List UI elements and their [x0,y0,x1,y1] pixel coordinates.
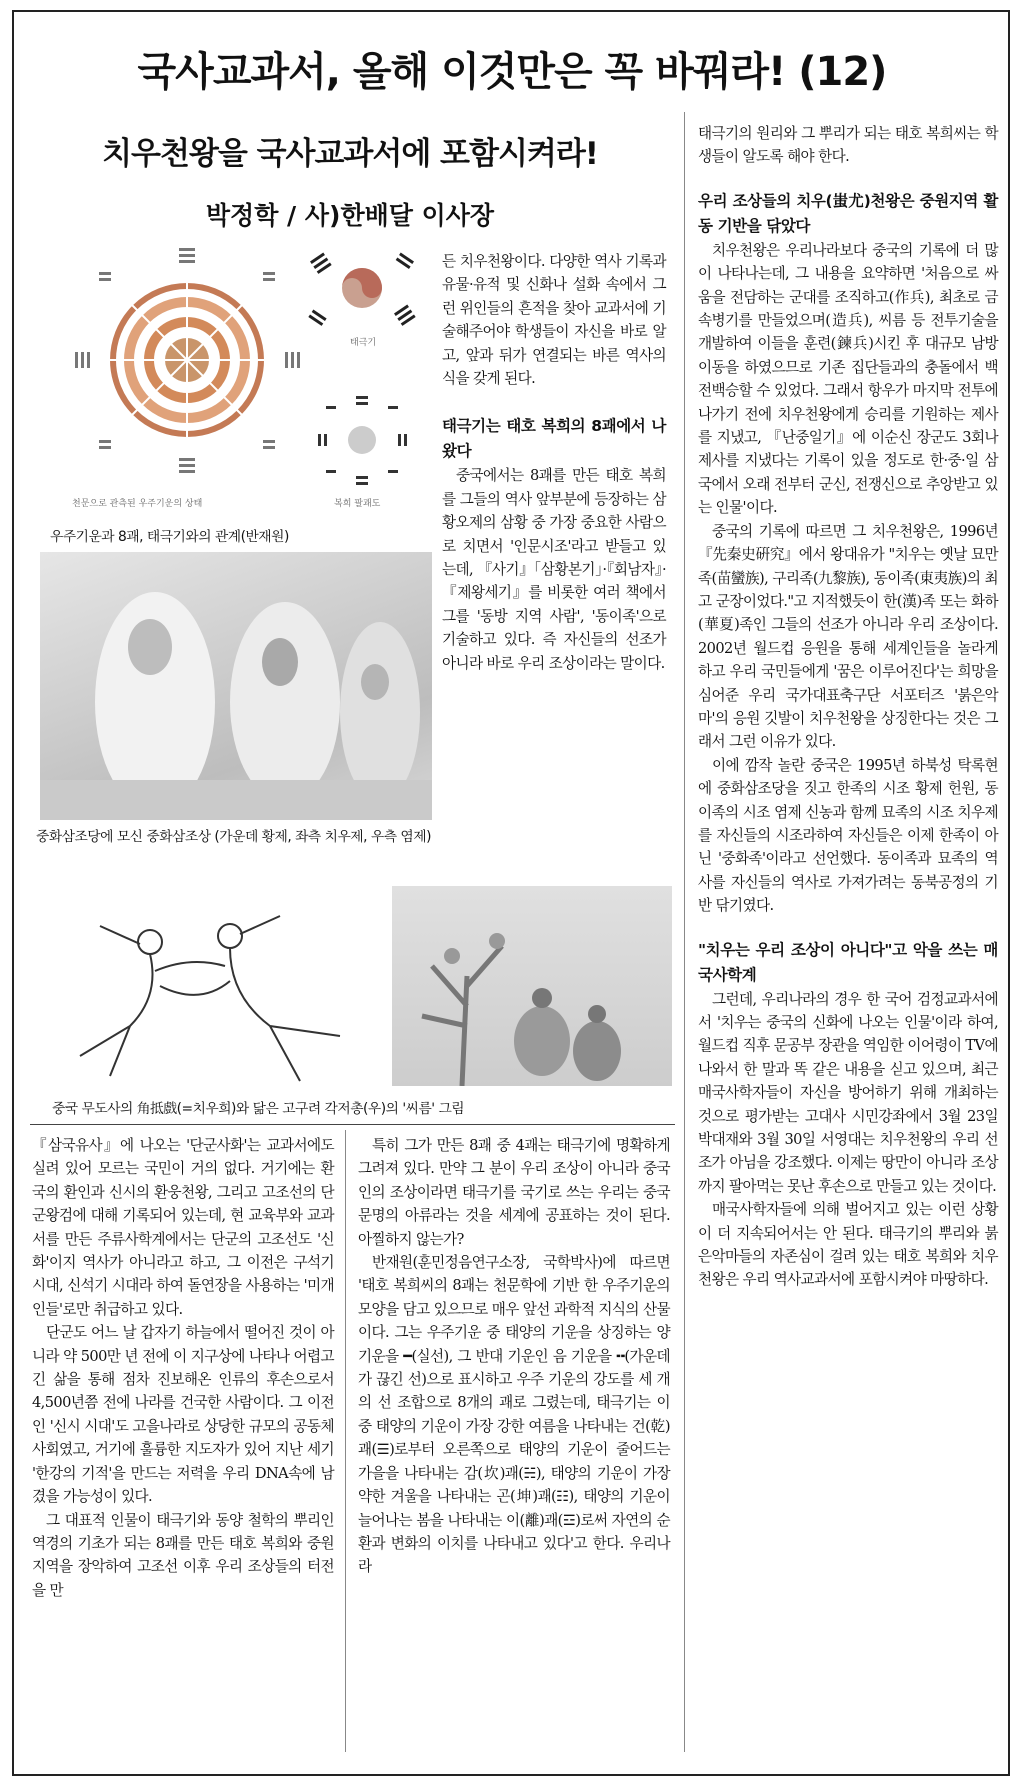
section-heading: "치우는 우리 조상이 아니다"고 악을 쓰는 매국사학계 [698,940,998,984]
bagua-diagram [318,396,407,485]
kakjeochong-mural [392,886,672,1086]
article-series-title: 국사교과서, 올해 이것만은 꼭 바꿔라! (12) [137,49,887,95]
paragraph: 『삼국유사』에 나오는 '단군사화'는 교과서에도 실려 있어 모르는 국민이 거의 없다. 거기에는 환국의 환인과 신시의 환웅천왕, 그리고 고조선의 단군왕검에 대해 기록되어 있는데, 현 교육부와 교과서를 만든 주류사학계에서는 단군의 고조선도 '신화'이지 역사가 아니라고 하고, 그 이전은 구석기 시대, 신석기 시대라 하여 돌연장을 사용하는 '미개인들'로만 취급하고 있다. [32,1137,334,1318]
article-headline: 치우천왕을 국사교과서에 포함시켜라! [102,136,598,172]
column-divider [345,1130,346,1752]
bagua-label: 복희 팔괘도 [334,499,381,509]
paragraph: 그런데, 우리나라의 경우 한 국어 검정교과서에서 '치우는 중국의 신화에 나오는 인물'이라 하여, 월드컵 직후 문공부 장관을 역임한 이어령이 TV에 나와서 한 말과 똑 같은 내용을 싣고 있으며, 최근 매국사학자들이 자신을 방어하기 위해 개최하는 것으로 평가받는 고대사 시민강좌에서 3월 23일 박대재와 3월 30일 서영대는 치우천왕의 우리 선조가 아님을 강조했다. 이제는 땅만이 아니라 조상까지 팔아먹는 못난 후손으로 만들고 있는 것이다. [698,990,998,1195]
mural-illustration [392,886,672,1086]
statues-illustration [40,552,432,820]
figure1-caption: 우주기운과 8괘, 태극기와의 관계(반재원) [50,529,289,545]
paragraph: 중국에서는 8괘를 만든 태호 복희를 그들의 역사 앞부분에 등장하는 삼황오제의 삼황 중 가장 중요한 사람으로 치면서 '인문시조'라고 받들고 있는데, 『사기』「삼황본기」·『회남자』·『제왕세기』를 비롯한 여러 책에서 그를 '동방 지역 사람', '동이족'으로 기술하고 있다. 즉 자신들의 선조가 아니라 바로 우리 조상이라는 말이다. [442,467,666,672]
article-column-middle-top [442,250,666,675]
cosmic-energy-figure [32,240,432,520]
paragraph: 단군도 어느 날 갑자기 하늘에서 떨어진 것이 아니라 약 500만 년 전에 이 지구상에 나타나 어렵고 긴 삶을 통해 점차 진보해온 인류의 후손으로서 4,500년쯤 전에 나라를 건국한 사람이다. 그 이전인 '신시 시대'도 고을나라로 상당한 규모의 공동체 사회였고, 거기에 훌륭한 지도자가 있어 지난 세기 '한강의 기적'을 만드는 저력을 우리 DNA속에 남겼을 가능성이 있다. [32,1324,334,1506]
paragraph: 그 대표적 인물이 태극기와 동양 철학의 뿌리인 역경의 기초가 되는 8괘를 만든 태호 복희와 중원지역을 장악하여 고조선 이후 우리 조상들의 터전을 만 [32,1511,334,1599]
article-column-middle-bottom [358,1134,670,1579]
column-divider [684,112,685,1752]
taegeukgi-label: 태극기 [350,338,377,348]
paragraph: 특히 그가 만든 8괘 중 4괘는 태극기에 명확하게 그려져 있다. 만약 그 분이 우리 조상이 아니라 중국인의 조상이라면 태극기를 국기로 쓰는 우리는 중국 문명의 아류라는 것을 세계에 공표하는 것이 된다. 아찔하지 않는가? [358,1137,670,1248]
figure2-caption: 중화삼조당에 모신 중화삼조상 (가운데 황제, 좌측 치우제, 우측 염제) [36,829,431,845]
figure3-caption: 중국 무도사의 角抵戲(=치우희)와 닮은 고구려 각저총(우)의 '씨름' 그림 [52,1101,465,1117]
section-heading: 우리 조상들의 치우(蚩尤)천왕은 중원지역 활동 기반을 닦았다 [698,191,998,235]
article-column-left-bottom [32,1134,334,1602]
cosmic-chart-label: 천문으로 관측된 우주기운의 상태 [72,499,203,509]
statues-photo [40,552,432,820]
paragraph: 이에 깜작 놀란 중국은 1995년 하북성 탁록현에 중화삼조당을 짓고 한족의 시조 황제 헌원, 동이족의 시조 염제 신농과 함께 묘족의 시조 치우제를 자신들의 시조라하여 자신들은 이제 한족이 아닌 '중화족'이라고 선언했다. 동이족과 묘족의 역사를 자신들의 역사로 가져가려는 동북공정의 기반 닦기였다. [698,756,998,915]
cosmic-chart-diagram [32,240,432,520]
paragraph: 매국사학자들에 의해 벌어지고 있는 이런 상황이 더 지속되어서는 안 된다. 태극기의 뿌리와 붉은악마들의 자존심이 걸려 있는 태호 복희와 치우천왕은 우리 역사교과서에 포함시켜야 마땅하다. [698,1201,998,1289]
wrestling-sketch [40,886,390,1086]
section-heading: 태극기는 태호 복희의 8괘에서 나왔다 [442,417,666,461]
paragraph: 치우천왕은 우리나라보다 중국의 기록에 더 많이 나타나는데, 그 내용을 요약하면 '처음으로 싸움을 전담하는 군대를 조직하고(作兵), 최초로 금속병기를 만들었으며(造兵), 씨름 등 전투기술을 개발하여 이들을 훈련(鍊兵)시킨 후 대규모 남방 이동을 하였으므로 기존 집단들과의 충돌에서 백전백승할 수 있었다. 그래서 항우가 마지막 전투에 나가기 전에 치우천왕에게 승리를 기원하는 제사를 지냈고, 『난중일기』에 이순신 장군도 3회나 제사를 지냈다는 기록이 있을 정도로 한·중·일 삼국에서 오래 전부터 군신, 전쟁신으로 추앙받고 있는 인물'이다. [698,241,998,517]
wrestling-line-drawing [40,886,390,1086]
paragraph: 든 치우천왕이다. 다양한 역사 기록과 유물·유적 및 신화나 설화 속에서 그런 위인들의 흔적을 찾아 교과서에 기술해주어야 학생들이 자신을 바로 알고, 앞과 뒤가 연결되는 바른 역사의식을 갖게 된다. [442,253,666,388]
paragraph: 반재원(훈민정음연구소장, 국학박사)에 따르면 '태호 복희씨의 8괘는 천문학에 기반 한 우주기운의 모양을 담고 있으므로 매우 앞선 과학적 지식의 산물이다. 그는 우주기운 중 태양의 기운을 상징하는 양 기운을 ━(실선), 그 반대 기운인 음 기운을 ╍(가운데가 끊긴 선)으로 표시하고 우주 기운의 강도를 세 개의 선 조합으로 8개의 괘로 그렸는데, 태극기는 이 중 태양의 기운이 가장 강한 여름을 나타내는 건(乾)괘(☰)로부터 오른쪽으로 태양의 기운이 줄어드는 가을을 나타내는 감(坎)괘(☵), 태양의 기운이 가장 약한 겨울을 나타내는 곤(坤)괘(☷), 태양의 기운이 늘어나는 봄을 나타내는 이(離)괘(☲)로써 자연의 순환과 변화의 이치를 나타내고 있다'고 한다. 우리나라 [358,1254,670,1576]
taegeukgi-flag [302,250,422,326]
section-divider [30,1124,675,1125]
paragraph: 중국의 기록에 따르면 그 치우천왕은, 1996년 『先秦史硏究』에서 왕대유가 "치우는 옛날 묘만족(苗蠻族), 구리족(九黎族), 동이족(東夷族)의 최고 군장이었다."고 지적했듯이 한(漢)족 또는 화하(華夏)족인 그들의 선조가 아니라 우리 조상이다. 2002년 월드컵 응원을 통해 세계인들을 놀라게 하고 우리 국민들에게 '꿈은 이루어진다'는 희망을 심어준 우리 국가대표축구단 서포터즈 '붉은악마'의 응원 깃발이 치우천왕을 상징한다는 것은 그래서 그런 이유가 있다. [698,522,998,751]
paragraph: 태극기의 원리와 그 뿌리가 되는 태호 복희씨는 학생들이 알도록 해야 한다. [698,125,998,166]
byline: 박정학 / 사)한배달 이사장 [205,201,495,230]
article-column-right [698,122,998,1292]
